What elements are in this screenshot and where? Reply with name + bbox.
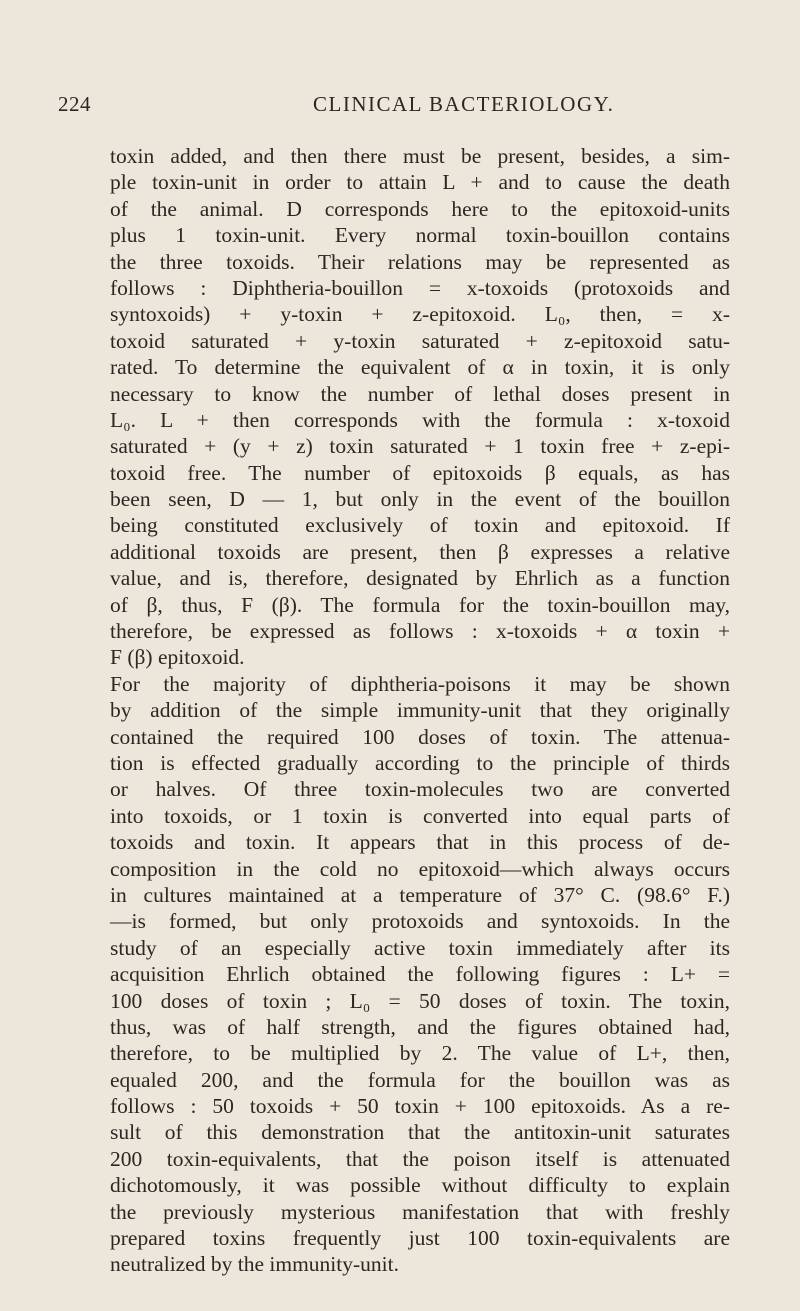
text-line: syntoxoids) + y-toxin + z-epitoxoid. L₀, then, = x- [110,302,730,327]
text-line: composition in the cold no epitoxoid—which always occurs [110,856,730,881]
text-line: ple toxin-unit in order to attain L + and to cause the death [110,170,730,195]
text-line: 100 doses of toxin ; L₀ = 50 doses of toxin. The toxin, [110,988,730,1013]
text-line: L₀. L + then corresponds with the formula : x-toxoid [110,407,730,432]
text-line: rated. To determine the equivalent of α in toxin, it is only [110,355,730,380]
text-line: acquisition Ehrlich obtained the following figures : L+ = [110,962,730,987]
text-line: value, and is, therefore, designated by Ehrlich as a function [110,566,730,591]
text-line: 200 toxin-equivalents, that the poison itself is attenuated [110,1146,730,1171]
text-line: saturated + (y + z) toxin saturated + 1 toxin free + z-epi- [110,434,730,459]
text-line: by addition of the simple immunity-unit that they originally [110,698,730,723]
text-line: the previously mysterious manifestation that with freshly [110,1199,730,1224]
text-line: prepared toxins frequently just 100 toxin-equivalents are [110,1226,730,1251]
text-line: follows : 50 toxoids + 50 toxin + 100 epitoxoids. As a re- [110,1094,730,1119]
text-line: study of an especially active toxin immediately after its [110,935,730,960]
text-line: follows : Diphtheria-bouillon = x-toxoids (protoxoids and [110,275,730,300]
text-line: dichotomously, it was possible without difficulty to explain [110,1173,730,1198]
text-line: being constituted exclusively of toxin and epitoxoid. If [110,513,730,538]
text-line: been seen, D — 1, but only in the event of the bouillon [110,487,730,512]
text-line: the three toxoids. Their relations may be represented as [110,249,730,274]
text-line: contained the required 100 doses of toxin. The attenua- [110,724,730,749]
text-line: necessary to know the number of lethal doses present in [110,381,730,406]
running-title: CLINICAL BACTERIOLOGY. [313,92,615,116]
text-line: thus, was of half strength, and the figures obtained had, [110,1014,730,1039]
text-line: toxoid free. The number of epitoxoids β equals, as has [110,460,730,485]
text-line: toxin added, and then there must be present, besides, a sim- [110,144,730,168]
text-line: therefore, be expressed as follows : x-toxoids + α toxin + [110,619,730,644]
text-line: or halves. Of three toxin-molecules two are converted [110,777,730,802]
text-line: For the majority of diphtheria-poisons it may be shown [110,671,730,696]
page-number: 224 [58,92,91,116]
text-line: toxoids and toxin. It appears that in this process of de- [110,830,730,855]
text-line: F (β) epitoxoid. [110,645,245,670]
text-line: tion is effected gradually according to the principle of thirds [110,750,730,775]
running-head [58,92,758,122]
text-line: plus 1 toxin-unit. Every normal toxin-bouillon contains [110,223,730,248]
text-line: toxoid saturated + y-toxin saturated + z-epitoxoid satu- [110,328,730,353]
text-line: in cultures maintained at a temperature of 37° C. (98.6° F.) [110,882,730,907]
text-line: equaled 200, and the formula for the bouillon was as [110,1067,730,1092]
body-text [110,143,730,1278]
text-line: therefore, to be multiplied by 2. The value of L+, then, [110,1041,730,1066]
text-line: sult of this demonstration that the antitoxin-unit saturates [110,1120,730,1145]
text-line: additional toxoids are present, then β expresses a relative [110,539,730,564]
text-line: of the animal. D corresponds here to the epitoxoid-units [110,196,730,221]
text-line: into toxoids, or 1 toxin is converted into equal parts of [110,803,730,828]
text-line: of β, thus, F (β). The formula for the toxin-bouillon may, [110,592,730,617]
text-line: —is formed, but only protoxoids and syntoxoids. In the [110,909,730,934]
text-line: neutralized by the immunity-unit. [110,1252,399,1277]
